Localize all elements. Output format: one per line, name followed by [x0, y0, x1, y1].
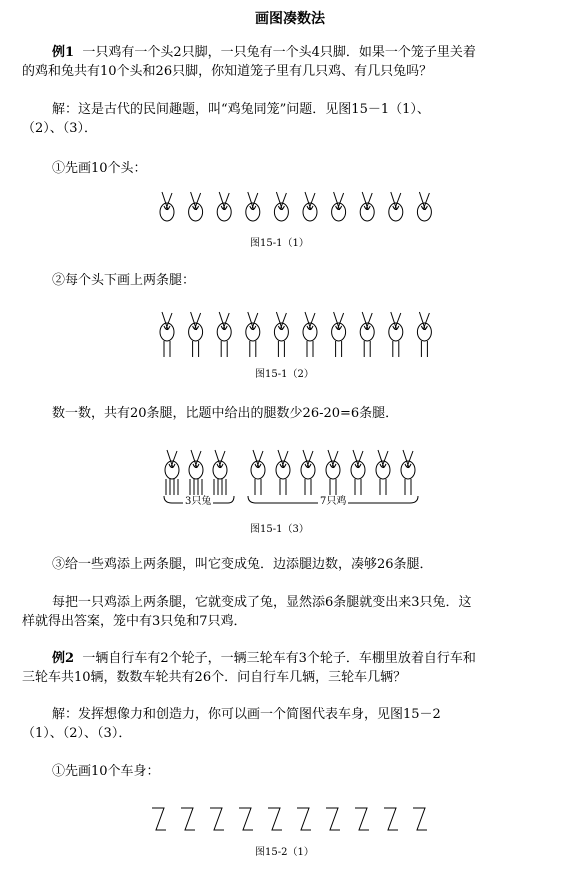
chicken-legs-2 [280, 479, 286, 495]
figure-15-1-2 [0, 310, 580, 360]
chicken-legs-1 [255, 479, 261, 495]
head-3 [217, 312, 231, 341]
head-7 [332, 192, 346, 221]
figure-3-head-6 [301, 450, 315, 479]
car-body-10 [413, 808, 427, 830]
legs-7 [336, 341, 342, 357]
car-body-3 [210, 808, 224, 830]
chicken-legs-5 [355, 479, 361, 495]
head-2 [189, 312, 203, 341]
legs-8 [364, 341, 370, 357]
figure-3-head-10 [401, 450, 415, 479]
legs-3 [221, 341, 227, 357]
solution-2-line-2: （1）、（2）、（3）． [22, 726, 132, 741]
example-2-label: 例2 [52, 651, 75, 666]
example-1-line-2: 的鸡和兔共有10个头和26只脚，你知道笼子里有几只鸡、有几只兔吗？ [22, 64, 433, 79]
figure-3-head-2 [189, 450, 203, 479]
legs-6 [307, 341, 313, 357]
head-6 [303, 312, 317, 341]
head-5 [274, 192, 288, 221]
chicken-legs-7 [405, 479, 411, 495]
example-2-line-1 [52, 650, 476, 668]
page-title: 画图凑数法 [255, 11, 325, 27]
legs-1 [164, 341, 170, 357]
figure-15-1-3 [0, 448, 580, 518]
car-body-1 [152, 808, 166, 830]
head-10 [417, 312, 431, 341]
chicken-legs-3 [305, 479, 311, 495]
figure-3-head-8 [351, 450, 365, 479]
head-1 [160, 312, 174, 341]
paragraph-line-1: 每把一只鸡添上两条腿，它就变成了兔，显然添6条腿就变出来3只兔．这 [52, 595, 472, 610]
rabbit-legs-3 [214, 479, 226, 495]
figure-15-1-3-caption: 图15-1（3） [250, 524, 309, 535]
rabbit-group-label: 3只兔 [185, 496, 212, 507]
paragraph-line-2: 样就得出答案，笼中有3只兔和7只鸡． [22, 614, 247, 629]
figure-3-head-7 [326, 450, 340, 479]
legs-4 [250, 341, 256, 357]
solution-1-line-1: 解：这是古代的民间趣题，叫“鸡兔同笼”问题．见图15－1（1）、 [52, 102, 430, 117]
count-text: 数一数，共有20条腿，比题中给出的腿数少26-20=6条腿． [52, 406, 399, 421]
example-1-label: 例1 [52, 45, 75, 60]
figure-3-head-3 [213, 450, 227, 479]
head-10 [417, 192, 431, 221]
example-1-text: 一只鸡有一个头2只脚，一只兔有一个头4只脚．如果一个笼子里关着 [82, 45, 476, 60]
figure-15-1-1-caption: 图15-1（1） [250, 238, 309, 249]
legs-5 [278, 341, 284, 357]
head-9 [389, 192, 403, 221]
rabbit-legs-1 [166, 479, 178, 495]
head-8 [360, 312, 374, 341]
car-body-9 [384, 808, 398, 830]
head-5 [274, 312, 288, 341]
car-body-2 [181, 808, 195, 830]
example-2-text: 一辆自行车有2个轮子，一辆三轮车有3个轮子．车棚里放着自行车和 [82, 651, 476, 666]
solution-1-line-2: （2）、（3）． [22, 121, 98, 136]
car-body-7 [326, 808, 340, 830]
rabbit-legs-2 [190, 479, 202, 495]
figure-3-head-9 [376, 450, 390, 479]
car-body-6 [297, 808, 311, 830]
head-6 [303, 192, 317, 221]
step-4-text: ①先画10个车身： [52, 764, 160, 779]
figure-15-1-1 [0, 190, 580, 230]
figure-3-head-4 [251, 450, 265, 479]
head-3 [217, 192, 231, 221]
figure-15-1-2-caption: 图15-1（2） [255, 369, 314, 380]
example-1-line-1 [52, 44, 476, 62]
figure-15-2-1-caption: 图15-2（1） [255, 847, 314, 858]
chicken-group-label: 7只鸡 [320, 496, 347, 507]
example-2-line-2: 三轮车共10辆，数数车轮共有26个．问自行车几辆，三轮车几辆？ [22, 670, 407, 685]
figure-3-head-5 [276, 450, 290, 479]
chicken-legs-4 [330, 479, 336, 495]
head-9 [389, 312, 403, 341]
figure-3-head-1 [165, 450, 179, 479]
step-1-text: ①先画10个头： [52, 161, 147, 176]
step-2-text: ②每个头下画上两条腿： [52, 273, 196, 288]
car-body-5 [268, 808, 282, 830]
legs-2 [193, 341, 199, 357]
step-3-text: ③给一些鸡添上两条腿，叫它变成兔．边添腿边数，凑够26条腿． [52, 557, 433, 572]
chicken-legs-6 [380, 479, 386, 495]
car-body-4 [239, 808, 253, 830]
car-body-8 [355, 808, 369, 830]
legs-9 [393, 341, 399, 357]
head-7 [332, 312, 346, 341]
head-4 [246, 192, 260, 221]
head-2 [189, 192, 203, 221]
figure-15-2-1 [0, 806, 580, 838]
solution-2-line-1: 解：发挥想像力和创造力，你可以画一个简图代表车身，见图15－2 [52, 707, 441, 722]
legs-10 [421, 341, 427, 357]
head-4 [246, 312, 260, 341]
head-8 [360, 192, 374, 221]
head-1 [160, 192, 174, 221]
